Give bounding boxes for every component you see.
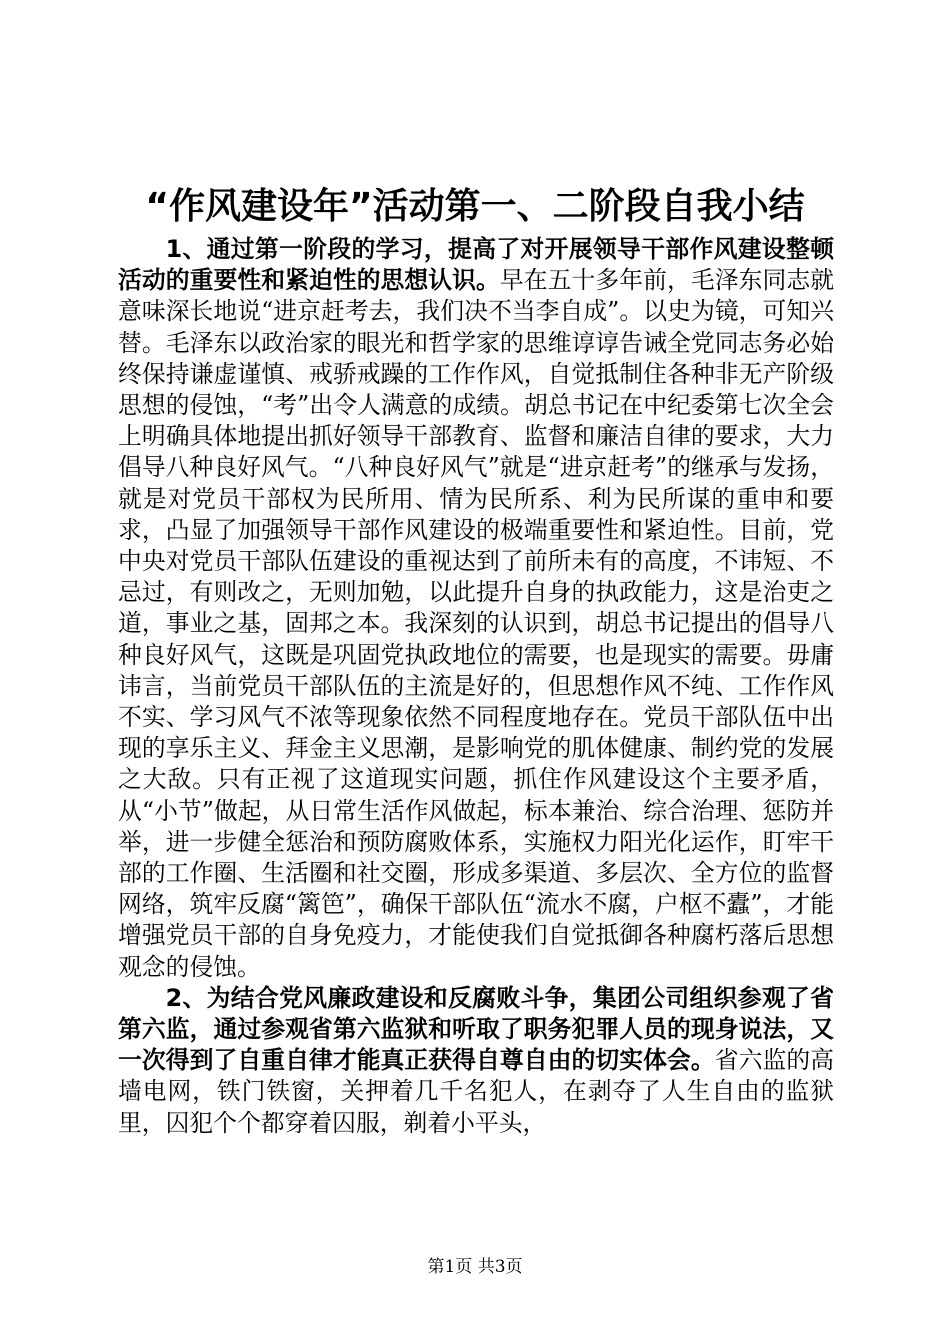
paragraph-1-lead: 1、通过第一阶段的学习，提高了对开展领导干部作风建设整顿活动的重要性和紧迫性的思想认识。 <box>118 235 834 295</box>
page-number-footer: 第1页 共3页 <box>427 1257 523 1277</box>
document-body <box>118 234 834 1139</box>
paragraph-1 <box>118 234 834 983</box>
paragraph-1-text: 早在五十多年前，毛泽东同志就意味深长地说“进京赶考去，我们决不当李自成”。以史为镜，可知兴替。毛泽东以政治家的眼光和哲学家的思维谆谆告诫全党同志务必始终保持谦虚谨慎、戒骄戒躁的工作作风，自觉抵制住各种非无产阶级思想的侵蚀，“考”出令人满意的成绩。胡总书记在中纪委第七次全会上明确具体地提出抓好领导干部教育、监督和廉洁自律的要求，大力倡导八种良好风气。“八种良好风气”就是“进京赶考”的继承与发扬，就是对党员干部权为民所用、情为民所系、利为民所谋的重申和要求，凸显了加强领导干部作风建设的极端重要性和紧迫性。目前，党中央对党员干部队伍建设的重视达到了前所未有的高度，不讳短、不忌过，有则改之，无则加勉，以此提升自身的执政能力，这是治吏之道，事业之基，固邦之本。我深刻的认识到，胡总书记提出的倡导八种良好风气，这既是巩固党执政地位的需要，也是现实的需要。毋庸讳言，当前党员干部队伍的主流是好的，但思想作风不纯、工作作风不实、学习风气不浓等现象依然不同程度地存在。党员干部队伍中出现的享乐主义、拜金主义思潮，是影响党的肌体健康、制约党的发展之大敌。只有正视了这道现实问题，抓住作风建设这个主要矛盾，从“小节”做起，从日常生活作风做起，标本兼治、综合治理、惩防并举，进一步健全惩治和预防腐败体系，实施权力阳光化运作，盯牢干部的工作圈、生活圈和社交圈，形成多渠道、多层次、全方位的监督网络，筑牢反腐“篱笆”，确保干部队伍“流水不腐，户枢不蠹”，才能增强党员干部的自身免疫力，才能使我们自觉抵御各种腐朽落后思想观念的侵蚀。 <box>118 266 835 981</box>
paragraph-2-lead: 2、为结合党风廉政建设和反腐败斗争，集团公司组织参观了省第六监，通过参观省第六监狱和听取了职务犯罪人员的现身说法，又一次得到了自重自律才能真正获得自尊自由的切实体会。 <box>118 983 834 1075</box>
document-title: “作风建设年”活动第一、二阶段自我小结 <box>145 186 805 227</box>
paragraph-2 <box>118 983 834 1139</box>
paragraph-2-text: 省六监的高墙电网，铁门铁窗，关押着几千名犯人，在剥夺了人生自由的监狱里，囚犯个个都穿着囚服，剃着小平头， <box>118 1046 835 1137</box>
